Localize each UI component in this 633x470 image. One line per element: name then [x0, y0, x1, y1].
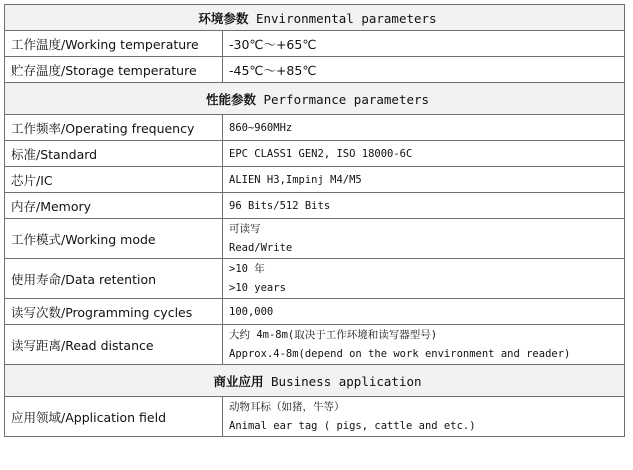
- row-value: [223, 325, 625, 365]
- table-row: [5, 259, 625, 299]
- section-title-zh: 性能参数: [205, 91, 256, 107]
- section-title-en: Business application: [271, 373, 422, 389]
- row-value: ALIEN H3,Impinj M4/M5: [223, 167, 625, 193]
- row-value: [223, 259, 625, 299]
- row-value-en: >10 years: [229, 281, 286, 294]
- row-value: 96 Bits/512 Bits: [223, 193, 625, 219]
- section-title: [5, 5, 625, 31]
- row-value-en: Approx.4-8m(depend on the work environment and reader): [229, 347, 571, 360]
- section-header-environmental: [5, 5, 625, 31]
- row-label: 应用领域/Application field: [5, 397, 223, 437]
- row-value: [223, 219, 625, 259]
- table-row: [5, 397, 625, 437]
- table-row: [5, 57, 625, 83]
- row-value: 100,000: [223, 299, 625, 325]
- row-label: 贮存温度/Storage temperature: [5, 57, 223, 83]
- row-label: 内存/Memory: [5, 193, 223, 219]
- section-header-business: [5, 365, 625, 397]
- table-row: [5, 325, 625, 365]
- row-value: EPC CLASS1 GEN2, ISO 18000-6C: [223, 141, 625, 167]
- section-title: [5, 83, 625, 115]
- row-value-en: Animal ear tag ( pigs, cattle and etc.): [229, 419, 476, 432]
- row-label: 芯片/IC: [5, 167, 223, 193]
- section-header-performance: [5, 83, 625, 115]
- row-label: 读写距离/Read distance: [5, 325, 223, 365]
- spec-table: [4, 4, 625, 437]
- row-label: 读写次数/Programming cycles: [5, 299, 223, 325]
- table-row: [5, 141, 625, 167]
- row-value-zh: >10 年: [229, 262, 265, 275]
- table-row: [5, 193, 625, 219]
- row-value-zh: 大约 4m-8m(取决于工作环境和读写器型号): [229, 328, 438, 341]
- row-value: [223, 397, 625, 437]
- row-value-zh: 动物耳标（如猪，牛等）: [229, 400, 345, 413]
- section-title-zh: 环境参数: [198, 10, 249, 26]
- table-row: [5, 115, 625, 141]
- row-label: 使用寿命/Data retention: [5, 259, 223, 299]
- row-value-zh: 可读写: [229, 222, 261, 235]
- section-title-en: Environmental parameters: [255, 10, 437, 26]
- row-label: 工作模式/Working mode: [5, 219, 223, 259]
- row-value: -45℃～+85℃: [223, 57, 625, 83]
- table-row: [5, 219, 625, 259]
- section-title-en: Performance parameters: [263, 91, 430, 107]
- section-title-zh: 商业应用: [213, 373, 264, 389]
- row-value-en: Read/Write: [229, 241, 293, 254]
- row-label: 工作频率/Operating frequency: [5, 115, 223, 141]
- spec-sheet: [4, 4, 625, 437]
- row-value: 860~960MHz: [223, 115, 625, 141]
- section-title: [5, 365, 625, 397]
- table-row: [5, 299, 625, 325]
- row-label: 工作温度/Working temperature: [5, 31, 223, 57]
- table-row: [5, 167, 625, 193]
- table-row: [5, 31, 625, 57]
- row-value: -30℃～+65℃: [223, 31, 625, 57]
- row-label: 标准/Standard: [5, 141, 223, 167]
